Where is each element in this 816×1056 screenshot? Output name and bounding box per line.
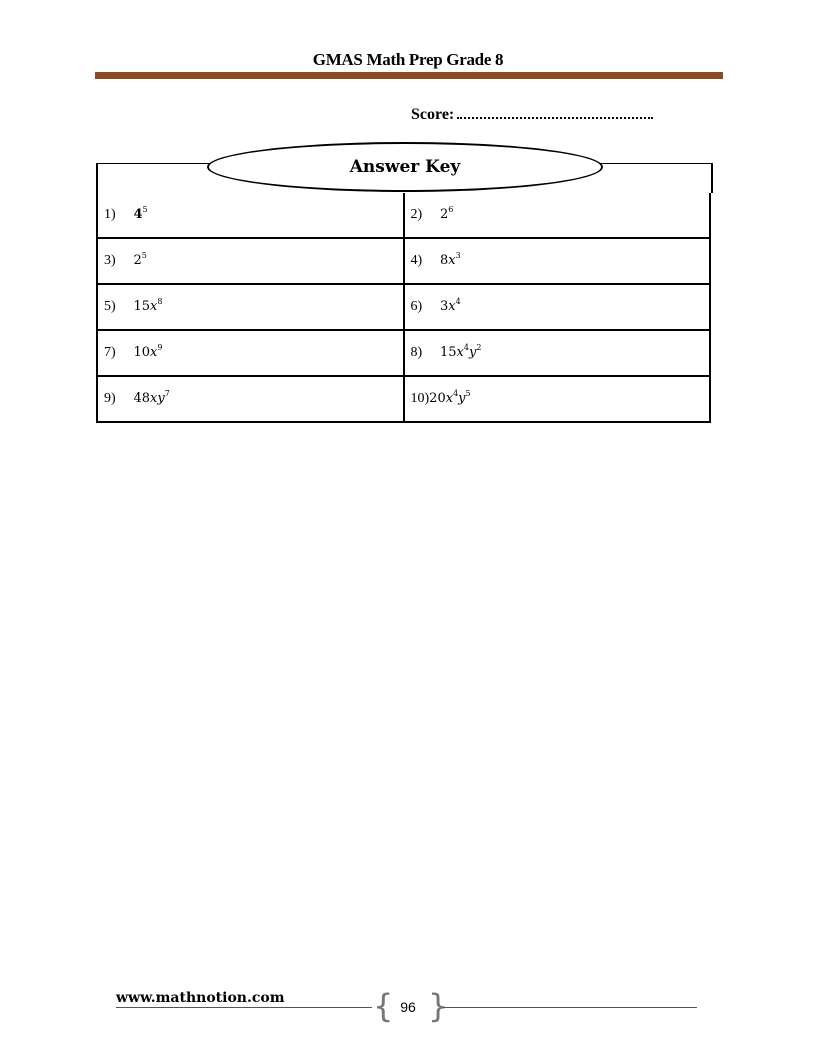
answer-number: 10) bbox=[410, 391, 430, 406]
answer-cell bbox=[97, 330, 404, 376]
table-row bbox=[97, 376, 710, 422]
answer-cell bbox=[97, 238, 404, 284]
answer-expression: $20x^4y^5$ bbox=[429, 389, 471, 406]
table-row bbox=[97, 330, 710, 376]
answer-number: 4) bbox=[410, 253, 423, 268]
answer-expression: $3x^4$ bbox=[440, 297, 461, 314]
answer-key-table bbox=[96, 193, 711, 423]
answer-number: 5) bbox=[104, 299, 116, 314]
answer-number: 3) bbox=[104, 253, 116, 268]
answer-expression: $2^6$ bbox=[440, 205, 454, 222]
answer-cell bbox=[404, 238, 711, 284]
footer-rule-left bbox=[116, 1007, 372, 1008]
answer-number: 2) bbox=[410, 207, 423, 222]
answer-expression: $15x^4y^2$ bbox=[440, 343, 482, 360]
answer-number: 1) bbox=[104, 207, 116, 222]
footer-right-brace-icon: } bbox=[428, 987, 449, 1025]
page-header-title: GMAS Math Prep Grade 8 bbox=[312, 50, 504, 69]
page-number: 96 bbox=[400, 999, 416, 1015]
footer-website: www.mathnotion.com bbox=[116, 990, 285, 1006]
answer-key-title-oval bbox=[207, 142, 603, 192]
answer-expression: $10x^9$ bbox=[133, 343, 163, 360]
answer-cell bbox=[97, 193, 404, 238]
answer-expression: $48xy^7$ bbox=[133, 389, 170, 406]
answer-key-title: Answer Key bbox=[349, 157, 461, 177]
answer-cell bbox=[404, 330, 711, 376]
answer-cell bbox=[97, 284, 404, 330]
table-row bbox=[97, 193, 710, 238]
answer-number: 9) bbox=[104, 391, 116, 406]
answer-expression: $4^5$ bbox=[133, 205, 148, 222]
answer-expression: $8x^3$ bbox=[440, 251, 461, 268]
answer-cell bbox=[404, 284, 711, 330]
score-field bbox=[411, 106, 653, 124]
answer-cell bbox=[404, 193, 711, 238]
table-row bbox=[97, 238, 710, 284]
answer-cell bbox=[404, 376, 711, 422]
answer-expression: $2^5$ bbox=[133, 251, 147, 268]
table-row bbox=[97, 284, 710, 330]
score-label: Score: bbox=[411, 106, 455, 123]
header-rule bbox=[95, 72, 723, 79]
footer-rule-right bbox=[443, 1007, 697, 1008]
answer-number: 6) bbox=[410, 299, 423, 314]
answer-cell bbox=[97, 376, 404, 422]
score-blank-line bbox=[457, 107, 653, 119]
answer-number: 8) bbox=[410, 345, 423, 360]
answer-number: 7) bbox=[104, 345, 116, 360]
answer-expression: $15x^8$ bbox=[133, 297, 163, 314]
footer-left-brace-icon: { bbox=[373, 987, 394, 1025]
